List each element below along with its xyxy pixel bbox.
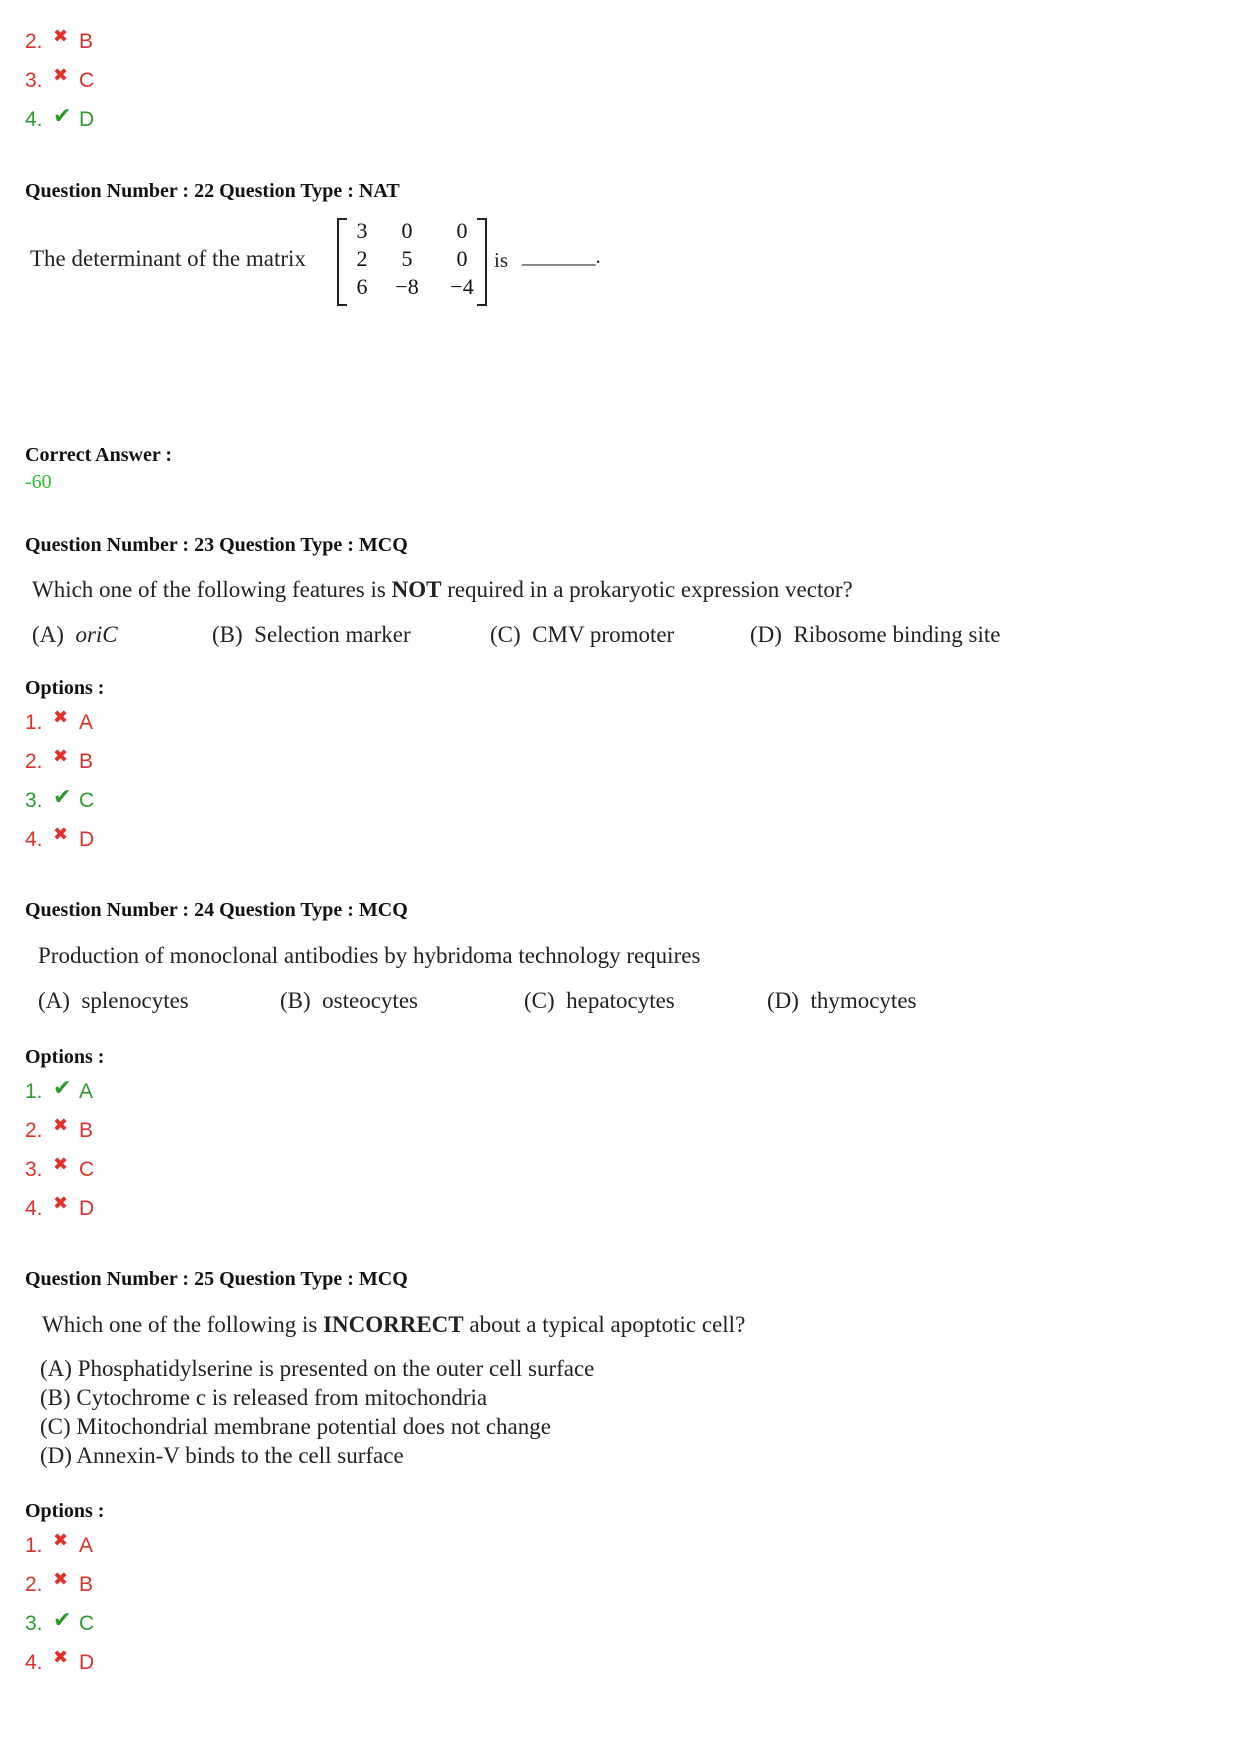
cross-icon: ✖ xyxy=(53,1153,69,1174)
q22-text xyxy=(30,246,306,272)
q24-options-label: Options : xyxy=(25,1046,105,1068)
cross-icon: ✖ xyxy=(53,25,69,46)
check-icon: ✔ xyxy=(53,1075,72,1100)
q23-header: Question Number : 23 Question Type : MCQ xyxy=(25,534,408,556)
q25-options-label: Options : xyxy=(25,1500,105,1522)
cross-icon: ✖ xyxy=(53,1646,69,1667)
cross-icon: ✖ xyxy=(53,1568,69,1589)
q25-text-bold: INCORRECT xyxy=(323,1312,464,1337)
matrix-cell: −8 xyxy=(395,274,419,299)
option-letter: C xyxy=(79,789,95,812)
option-row xyxy=(25,105,94,135)
matrix-cell: −4 xyxy=(450,274,474,299)
q24-header: Question Number : 24 Question Type : MCQ xyxy=(25,899,408,921)
option-number: 4. xyxy=(25,1651,43,1674)
q24-choice-a: (A) splenocytes xyxy=(38,988,189,1013)
matrix-cell: 0 xyxy=(456,218,468,243)
option-row xyxy=(25,1609,94,1639)
option-letter: D xyxy=(79,1197,95,1220)
option-letter: B xyxy=(79,750,94,773)
q22-text-before: The determinant of the matrix xyxy=(30,246,306,271)
option-row xyxy=(25,1155,94,1185)
option-row xyxy=(25,825,94,855)
correct-answer-label: Correct Answer : xyxy=(25,444,172,466)
q25-text-pre: Which one of the following is xyxy=(42,1312,324,1337)
q22-blank: _______. xyxy=(522,244,601,268)
option-letter: C xyxy=(79,1612,95,1635)
option-row xyxy=(25,27,93,57)
option-row xyxy=(25,66,94,96)
matrix-cell: 6 xyxy=(356,274,368,299)
q23-text xyxy=(32,577,853,603)
q24-choice-d: (D) thymocytes xyxy=(767,988,917,1013)
matrix-cell: 5 xyxy=(401,246,413,271)
option-number: 4. xyxy=(25,108,43,131)
matrix-cell: 2 xyxy=(356,246,368,271)
cross-icon: ✖ xyxy=(53,1114,69,1135)
cross-icon: ✖ xyxy=(53,745,69,766)
q24-choice-b: (B) osteocytes xyxy=(280,988,418,1013)
cross-icon: ✖ xyxy=(53,1192,69,1213)
option-row xyxy=(25,1116,93,1146)
option-number: 3. xyxy=(25,69,43,92)
check-icon: ✔ xyxy=(53,784,72,809)
option-letter: A xyxy=(79,1080,94,1103)
q25-header: Question Number : 25 Question Type : MCQ xyxy=(25,1268,408,1290)
matrix-cell: 3 xyxy=(356,218,368,243)
option-number: 3. xyxy=(25,1158,43,1181)
option-letter: D xyxy=(79,1651,95,1674)
cross-icon: ✖ xyxy=(53,823,69,844)
q22-matrix xyxy=(337,218,487,303)
cross-icon: ✖ xyxy=(53,64,69,85)
option-number: 2. xyxy=(25,1119,43,1142)
option-row xyxy=(25,786,94,816)
option-letter: D xyxy=(79,828,95,851)
check-icon: ✔ xyxy=(53,1607,72,1632)
option-letter: A xyxy=(79,1534,94,1557)
q23-text-post: required in a prokaryotic expression vector? xyxy=(441,577,853,602)
option-number: 4. xyxy=(25,828,43,851)
q23-choice-c: (C) CMV promoter xyxy=(490,622,675,647)
cross-icon: ✖ xyxy=(53,706,69,727)
q24-choice-c: (C) hepatocytes xyxy=(524,988,675,1013)
option-row xyxy=(25,708,93,738)
q22-header: Question Number : 22 Question Type : NAT xyxy=(25,180,400,202)
q25-choice-c: (C) Mitochondrial membrane potential does not change xyxy=(40,1414,551,1439)
option-number: 2. xyxy=(25,30,43,53)
correct-answer-value: -60 xyxy=(25,471,52,493)
option-row xyxy=(25,1531,93,1561)
q22-text-after: is xyxy=(494,248,509,272)
option-row xyxy=(25,1570,93,1600)
option-number: 1. xyxy=(25,1534,43,1557)
option-letter: C xyxy=(79,1158,95,1181)
q23-options-label: Options : xyxy=(25,677,105,699)
q25-choice-a: (A) Phosphatidylserine is presented on the outer cell surface xyxy=(40,1356,595,1381)
q23-text-bold: NOT xyxy=(391,577,442,602)
option-number: 4. xyxy=(25,1197,43,1220)
option-row xyxy=(25,1648,94,1678)
q25-text xyxy=(42,1312,745,1338)
option-letter: C xyxy=(79,69,95,92)
option-number: 3. xyxy=(25,1612,43,1635)
option-letter: D xyxy=(79,108,95,131)
option-number: 3. xyxy=(25,789,43,812)
q23-choice-d: (D) Ribosome binding site xyxy=(750,622,1001,647)
matrix-cell: 0 xyxy=(401,218,413,243)
option-letter: B xyxy=(79,1573,94,1596)
option-number: 2. xyxy=(25,1573,43,1596)
q25-choice-b: (B) Cytochrome c is released from mitochondria xyxy=(40,1385,488,1410)
option-row xyxy=(25,1077,93,1107)
option-number: 2. xyxy=(25,750,43,773)
option-letter: B xyxy=(79,30,94,53)
q25-text-post: about a typical apoptotic cell? xyxy=(463,1312,746,1337)
option-row xyxy=(25,747,93,777)
option-letter: B xyxy=(79,1119,94,1142)
option-number: 1. xyxy=(25,1080,43,1103)
option-row xyxy=(25,1194,94,1224)
cross-icon: ✖ xyxy=(53,1529,69,1550)
q23-text-pre: Which one of the following features is xyxy=(32,577,392,602)
q25-choice-d: (D) Annexin-V binds to the cell surface xyxy=(40,1443,404,1468)
matrix-cell: 0 xyxy=(456,246,468,271)
option-number: 1. xyxy=(25,711,43,734)
q24-text: Production of monoclonal antibodies by hybridoma technology requires xyxy=(38,943,701,968)
option-letter: A xyxy=(79,711,94,734)
check-icon: ✔ xyxy=(53,103,72,128)
q23-choice-a: (A) oriC xyxy=(32,622,118,647)
q23-choice-b: (B) Selection marker xyxy=(212,622,411,647)
